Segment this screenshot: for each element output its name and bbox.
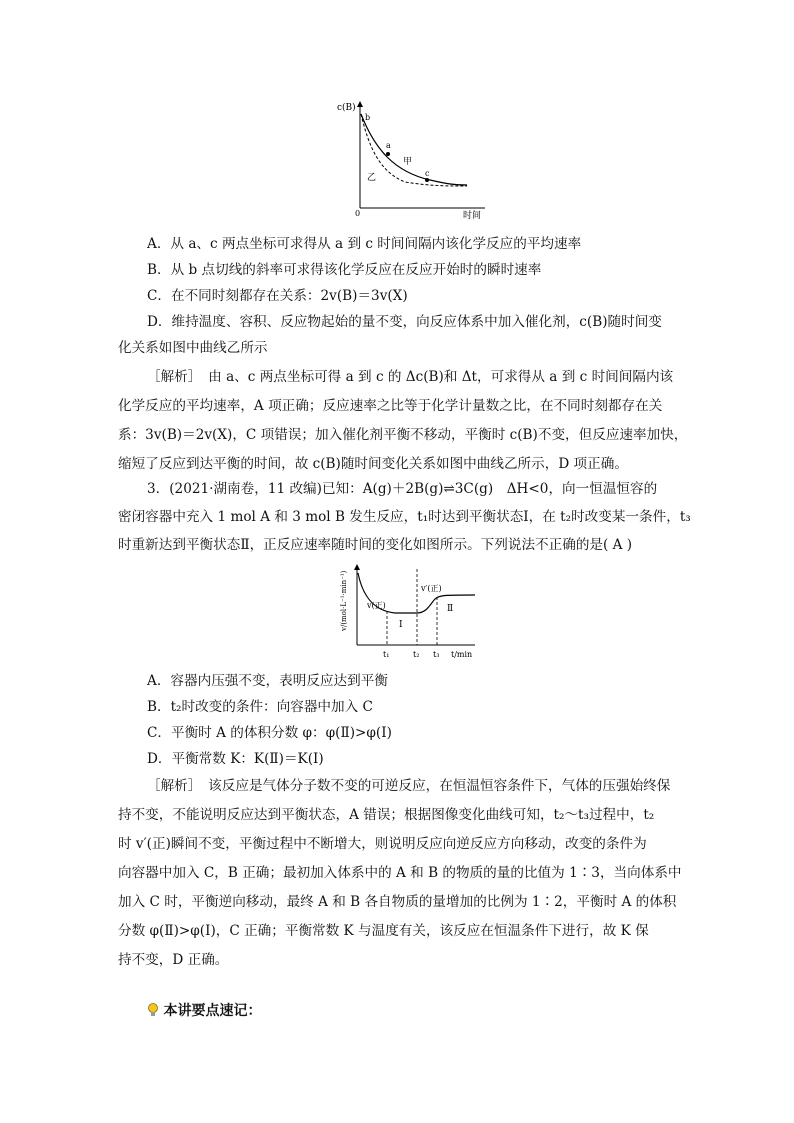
rate-time-graph	[335, 563, 510, 663]
q3-stem-2: 密闭容器中充入 1 mol A 和 3 mol B 发生反应，t₁时达到平衡状态Ⅰ，在 t₂时改变某一条件，t₃	[118, 509, 691, 525]
svg-text:t₁: t₁	[383, 650, 390, 659]
q3-stem-1: 3．(2021·湖南卷，11 改编)已知：A(g)＋2B(g)⇌3C(g) ΔH<0，向一恒温恒容的	[147, 481, 658, 497]
q2-option-c: C．在不同时刻都存在关系：2v(B)＝3v(X)	[147, 288, 408, 304]
q3-analysis-1: ［解析］ 该反应是气体分子数不变的可逆反应，在恒温恒容条件下，气体的压强始终保	[147, 778, 671, 794]
svg-text:c: c	[425, 169, 430, 178]
svg-text:v′(正): v′(正)	[421, 584, 442, 593]
y-label: v/(mol·L⁻¹·min⁻¹)	[340, 570, 348, 631]
svg-text:a: a	[386, 141, 391, 150]
svg-text:b: b	[365, 113, 371, 122]
y-label: c(B)	[337, 103, 356, 113]
q3-option-a: A．容器内压强不变，表明反应达到平衡	[147, 673, 388, 689]
q2-analysis-2: 化学反应的平均速率，A 项正确；反应速率之比等于化学计量数之比，在不同时刻都存在关	[118, 398, 663, 414]
x-label: t/min	[451, 650, 473, 659]
q3-option-d: D．平衡常数 K：K(Ⅱ)＝K(Ⅰ)	[147, 751, 324, 767]
q3-analysis-4: 向容器中加入 C，B 正确；最初加入体系中的 A 和 B 的物质的量的比值为 1∶3，当向体系中	[118, 865, 682, 881]
svg-text:t₃: t₃	[433, 650, 440, 659]
q2-option-d-cont: 化关系如图中曲线乙所示	[118, 340, 268, 356]
q2-analysis-3: 系：3v(B)＝2v(X)，C 项错误；加入催化剂平衡不移动，平衡时 c(B)不变，但反应速率加快，	[118, 427, 688, 443]
q3-option-b: B．t₂时改变的条件：向容器中加入 C	[147, 699, 373, 715]
q2-option-b: B．从 b 点切线的斜率可求得该化学反应在反应开始时的瞬时速率	[147, 262, 542, 278]
q2-analysis-1: ［解析］ 由 a、c 两点坐标可得 a 到 c 的 Δc(B)和 Δt，可求得从 a 到 c 时间间隔内该	[147, 369, 674, 385]
svg-text:Ⅱ: Ⅱ	[447, 604, 454, 614]
svg-text:v(正): v(正)	[367, 601, 386, 610]
q3-option-c: C．平衡时 A 的体积分数 φ：φ(Ⅱ)>φ(Ⅰ)	[147, 725, 392, 741]
svg-text:Ⅰ: Ⅰ	[399, 620, 403, 630]
q3-analysis-2: 持不变，不能说明反应达到平衡状态，A 错误；根据图像变化曲线可知，t₂～t₃过程中，t₂	[118, 807, 655, 823]
q3-analysis-6: 分数 φ(Ⅱ)>φ(Ⅰ)，C 正确；平衡常数 K 与温度有关，该反应在恒温条件下进行，故 K 保	[118, 923, 649, 939]
q2-option-a: A．从 a、c 两点坐标可求得从 a 到 c 时间间隔内该化学反应的平均速率	[147, 236, 582, 252]
concentration-time-graph	[335, 100, 495, 220]
svg-text:乙: 乙	[367, 173, 377, 183]
svg-text:0: 0	[355, 209, 361, 218]
q3-analysis-7: 持不变，D 正确。	[118, 952, 229, 968]
lightbulb-icon	[147, 1002, 159, 1018]
q2-option-d: D．维持温度、容积、反应物起始的量不变，向反应体系中加入催化剂，c(B)随时间变	[147, 314, 662, 330]
q2-analysis-4: 缩短了反应到达平衡的时间，故 c(B)随时间变化关系如图中曲线乙所示，D 项正确。	[118, 456, 628, 472]
x-label: 时间	[463, 211, 482, 220]
svg-text:t₂: t₂	[413, 650, 420, 659]
svg-text:甲: 甲	[403, 157, 413, 167]
curve-jia	[361, 114, 467, 185]
q3-analysis-3: 时 v′(正)瞬间不变，平衡过程中不断增大，则说明反应向逆反应方向移动，改变的条件为	[118, 836, 647, 852]
q3-analysis-5: 加入 C 时，平衡逆向移动，最终 A 和 B 各自物质的量增加的比例为 1∶2，平衡时 A 的体积	[118, 894, 677, 910]
q3-stem-3: 时重新达到平衡状态Ⅱ，正反应速率随时间的变化如图所示。下列说法不正确的是( A )	[118, 537, 633, 553]
summary-heading: 本讲要点速记：	[147, 1000, 261, 1020]
